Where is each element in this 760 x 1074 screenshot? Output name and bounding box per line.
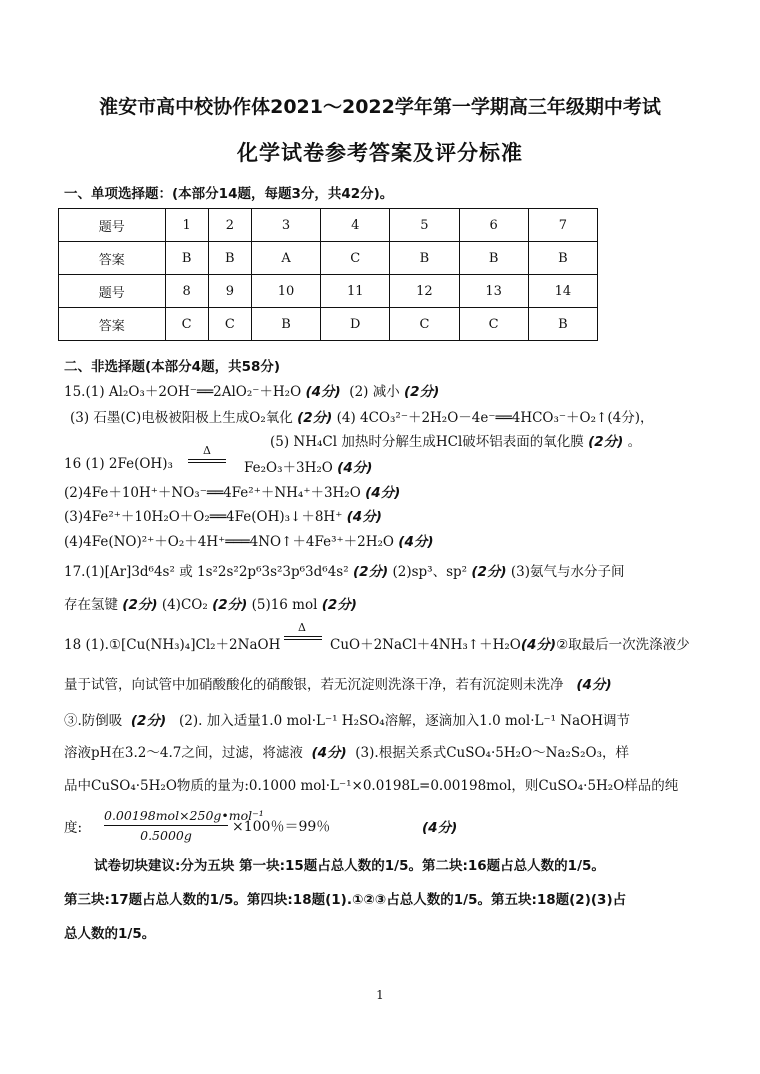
q18-line6-score (422, 816, 457, 836)
q18-part1-2-answer: ②取最后一次洗涤液少 (556, 637, 690, 653)
q18-part2-answer: (2). 加入适量1.0 mol·L⁻¹ H₂SO₄溶解，逐滴加入1.0 mol·L⁻¹ NaOH调节 (179, 713, 631, 729)
reaction-condition-line (284, 639, 322, 640)
table-cell: B (208, 242, 251, 275)
q15-part3-answer: (3) 石墨(C)电极被阳极上生成O₂氧化 (70, 410, 293, 426)
reaction-condition-line (188, 459, 226, 460)
q15-part1-answer: 15.(1) Al₂O₃＋2OH⁻══2AlO₂⁻＋H₂O (64, 384, 302, 400)
score-label: (4分) (337, 460, 373, 476)
q18-part3-answer: (3).根据关系式CuSO₄·5H₂O～Na₂S₂O₃，样 (355, 745, 629, 761)
q18-line3 (64, 709, 630, 729)
table-cell: 4 (321, 209, 390, 242)
score-label: (2分) (122, 597, 158, 613)
q16-part1-reactants: 16 (1) 2Fe(OH)₃ (64, 456, 173, 472)
table-cell: C (321, 242, 390, 275)
q17-part4-answer: (4)CO₂ (161, 597, 208, 613)
table-cell: 9 (208, 275, 251, 308)
table-cell: 5 (390, 209, 459, 242)
q16-part2-answer: (2)4Fe＋10H⁺＋NO₃⁻══4Fe²⁺＋NH₄⁺＋3H₂O (64, 485, 361, 501)
fraction-denominator: 0.5000g (140, 828, 192, 843)
answer-table (58, 208, 598, 341)
score-label: (4分) (520, 637, 557, 653)
score-label: (2分) (321, 597, 357, 613)
q18-line6-label (64, 816, 82, 836)
table-cell: 11 (321, 275, 390, 308)
fraction-numerator: 0.00198mol×250g•mol⁻¹ (104, 808, 228, 826)
q17-part3-answer: (3)氨气与水分子间 (510, 564, 625, 580)
row-label: 答案 (59, 308, 166, 341)
table-cell: B (251, 308, 320, 341)
score-label: (2分) (588, 434, 624, 450)
purity-label: 度: (64, 820, 83, 836)
score-label: (2分) (471, 564, 507, 580)
table-row (59, 275, 598, 308)
table-cell: B (390, 242, 459, 275)
purity-percent: ×100％＝99％ (232, 819, 331, 835)
table-cell: C (208, 308, 251, 341)
q17-line1 (64, 560, 625, 580)
purity-fraction (104, 808, 264, 843)
q15-line3 (270, 430, 641, 450)
advice-line3: 总人数的1/5。 (64, 926, 156, 942)
q18-line2 (64, 673, 612, 693)
q15-part5-answer: (5) NH₄Cl 加热时分解生成HCl破坏铝表面的氧化膜 (270, 434, 584, 450)
q16-part3-answer: (3)4Fe²⁺＋10H₂O＋O₂══4Fe(OH)₃↓＋8H⁺ (64, 509, 343, 525)
table-row (59, 308, 598, 341)
score-label: (4分) (311, 745, 347, 761)
q18-line1 (64, 633, 280, 653)
score-label: (4分) (346, 509, 382, 525)
score-label: (2分) (130, 713, 167, 729)
q18-part3-answer-cont: 品中CuSO₄·5H₂O物质的量为:0.1000 mol·L⁻¹×0.0198L=0.00198mol，则CuSO₄·5H₂O样品的纯 (64, 778, 679, 794)
q18-line4 (64, 741, 629, 761)
score-label: (2分) (297, 410, 333, 426)
section2-heading: 二、非选择题(本部分4题，共58分) (64, 359, 281, 375)
q16-line2 (64, 481, 400, 501)
q15-line1 (64, 380, 439, 400)
q16-line1-products (244, 456, 372, 476)
q15-part2-answer: (2) 减小 (349, 384, 400, 400)
table-cell: D (321, 308, 390, 341)
table-cell: 7 (528, 209, 597, 242)
score-label: (2分) (352, 564, 389, 580)
q18-line1-products (330, 633, 690, 653)
table-cell: C (459, 308, 528, 341)
score-label: (4分) (398, 534, 434, 550)
q15-line2 (70, 406, 653, 426)
row-label: 题号 (59, 209, 166, 242)
q15-part4-answer: (4) 4CO₃²⁻＋2H₂O－4e⁻══4HCO₃⁻＋O₂↑(4分)， (336, 410, 654, 426)
q18-part1-reactants: 18 (1).①[Cu(NH₃)₄]Cl₂＋2NaOH (64, 637, 281, 653)
q16-line1 (64, 456, 173, 472)
q17-part1-answer: 17.(1)[Ar]3d⁶4s² 或 1s²2s²2p⁶3s²3p⁶3d⁶4s² (64, 564, 349, 580)
table-cell: 12 (390, 275, 459, 308)
score-label: (4分) (422, 820, 458, 836)
advice-line2: 第三块:17题占总人数的1/5。第四块:18题(1).①②③占总人数的1/5。第五块:18题(2)(3)占 (64, 892, 627, 908)
row-label: 题号 (59, 275, 166, 308)
section1-heading: 一、单项选择题：(本部分14题，每题3分，共42分)。 (64, 186, 394, 202)
q16-line3 (64, 505, 382, 525)
advice-line1: 试卷切块建议:分为五块 第一块:15题占总人数的1/5。第二块:16题占总人数的1/5。 (94, 858, 605, 874)
table-cell: 10 (251, 275, 320, 308)
q17-part2-answer: (2)sp³、sp² (392, 564, 468, 580)
page-number: 1 (376, 988, 384, 1002)
q16-line4 (64, 530, 434, 550)
page-title: 淮安市高中校协作体2021～2022学年第一学期高三年级期中考试 (99, 96, 661, 118)
score-label: (4分) (365, 485, 401, 501)
purity-result (232, 816, 330, 836)
score-label: (2分) (212, 597, 248, 613)
q17-part5-answer: (5)16 mol (251, 597, 318, 613)
q18-part2-answer-cont: 溶液pH在3.2～4.7之间，过滤，将滤液 (64, 745, 303, 761)
q17-part3-answer-cont: 存在氢键 (64, 597, 118, 613)
q18-part1-products: CuO＋2NaCl＋4NH₃↑＋H₂O (330, 637, 521, 653)
q16-part1-products: Fe₂O₃＋3H₂O (244, 460, 333, 476)
table-cell: C (165, 308, 208, 341)
page-subtitle: 化学试卷参考答案及评分标准 (237, 141, 523, 165)
table-cell: 1 (165, 209, 208, 242)
table-cell: B (528, 242, 597, 275)
table-row (59, 209, 598, 242)
table-cell: C (390, 308, 459, 341)
q18-line5 (64, 774, 678, 794)
q16-part4-answer: (4)4Fe(NO)²⁺＋O₂＋4H⁺═══4NO↑＋4Fe³⁺＋2H₂O (64, 534, 394, 550)
score-label: (2分) (404, 384, 440, 400)
table-cell: A (251, 242, 320, 275)
row-label: 答案 (59, 242, 166, 275)
table-cell: 14 (528, 275, 597, 308)
reaction-condition-line (188, 462, 226, 463)
table-cell: 3 (251, 209, 320, 242)
table-cell: B (165, 242, 208, 275)
table-cell: 2 (208, 209, 251, 242)
table-cell: B (528, 308, 597, 341)
sentence-end: 。 (627, 434, 642, 450)
q18-part1-3-answer: ③.防倒吸 (64, 713, 123, 729)
score-label: (4分) (305, 384, 341, 400)
table-cell: 13 (459, 275, 528, 308)
table-cell: 6 (459, 209, 528, 242)
q17-line2 (64, 593, 357, 613)
q18-part1-2-answer-cont: 量于试管，向试管中加硝酸酸化的硝酸银，若无沉淀则洗涤干净，若有沉淀则未洗净 (64, 677, 564, 693)
table-row (59, 242, 598, 275)
table-cell: 8 (165, 275, 208, 308)
heat-delta-symbol: Δ (298, 621, 306, 634)
heat-delta-symbol: Δ (203, 444, 211, 457)
table-cell: B (459, 242, 528, 275)
reaction-condition-line (284, 636, 322, 637)
score-label: (4分) (576, 677, 612, 693)
